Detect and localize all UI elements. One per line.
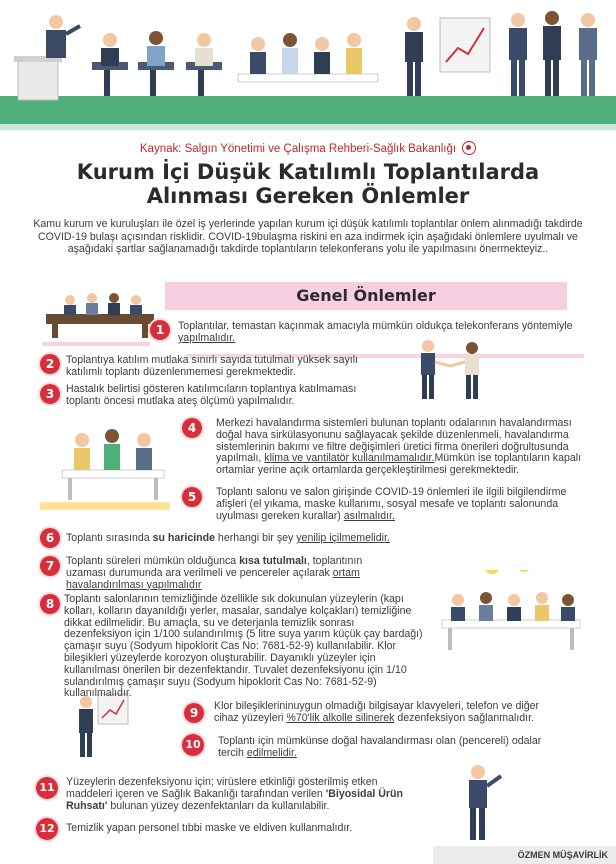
- presenter-board-icon: [70, 690, 130, 760]
- item-number-badge: 10: [182, 734, 204, 756]
- title-line-2: Alınması Gereken Önlemler: [146, 184, 470, 208]
- women-at-table-icon: [58, 426, 168, 502]
- ministry-seal-icon: [462, 141, 476, 155]
- item-number-badge: 9: [184, 703, 204, 723]
- source-line: [0, 141, 616, 155]
- item-number-badge: 11: [36, 777, 58, 799]
- list-item-11: Yüzeylerin dezenfeksiyonu için; virüslere etkinliği gösterilmiş etken maddeleri içeren ve Sağlık Bakanlığı tarafından verilen 'Biyosidal Ürün Ruhsatı' bulunan yüzey dezenfektanları da kullanılabilir.: [66, 776, 403, 812]
- list-item-9: Klor bileşiklerininuygun olmadığı bilgisayar klavyeleri, telefon ve diğer cihaz yüzeyleri %70'lik alkolle silinerek dezenfeksiyon sağlanmalıdır.: [214, 700, 540, 724]
- team-meeting-icon: [436, 570, 586, 652]
- item-number-badge: 8: [40, 594, 60, 614]
- list-item-12: Temizlik yapan personel tıbbi maske ve eldiven kullanmalıdır.: [66, 822, 353, 834]
- list-item-2: Toplantıya katılım mutlaka sınırlı sayıda tutulmalı yüksek sayılı katılımlı toplantı düzenlenmemesi gerekmektedir.: [66, 354, 359, 378]
- list-item-1: Toplantılar, temastan kaçınmak amacıyla mümkün oldukça telekonferans yöntemiyle yapılmalıdır.: [178, 320, 573, 344]
- footer-text: ÖZMEN MÜŞAVİRLİK: [517, 850, 608, 860]
- list-item-3: Hastalık belirtisi gösteren katılımcıların toplantıya katılmaması toplantı öncesi mutlaka ateş ölçümü yapılmalıdır.: [66, 383, 357, 407]
- item-number-badge: 12: [36, 818, 58, 840]
- section-title: Genel Önlemler: [296, 286, 436, 305]
- footer-brand: [433, 846, 616, 864]
- item-number-badge: 4: [182, 418, 202, 438]
- list-item-8: Toplantı salonlarının temizliğinde özellikle sık dokunulan yüzeylerin (kapı kolları, kolların dayanıldığı yerler, masalar, sandalye kolçakları) temizliğine dikkat edilmelidir. Bu amaçla, su ve deterjanla temizlik sonrası dezenfeksiyon için 1/100 sulandırılmış (5 litre suya yarım küçük çay bardağı) çamaşır suyu (Sodyum hipoklorit Cas No: 7681-52-9) kullanılabilir. Klor bileşikleri yüzeylerde korozyon oluşturabilir. Dayanıklı yüzeyler için kullanılması önerilen bir dezenfektandır. Tuvalet dezenfeksiyonu için 1/10 sulandırılmış çamaşır suyu (Sodyum hipoklorit Cas No: 7681-52-9) kullanılmalıdır.: [64, 593, 423, 700]
- title-line-1: Kurum İçi Düşük Katılımlı Toplantılarda: [76, 160, 540, 184]
- list-item-10: Toplantı için mümkünse doğal havalandırması olan (pencereli) odalar tercih edilmelidir.: [218, 735, 542, 759]
- intro-paragraph: Kamu kurum ve kuruluşları ile özel iş yerlerinde yapılan kurum içi düşük katılımlı toplantılar önlem alınmadığı takdirde COVID-19 bulaşı açısından risklidir. COVID-19bulaşma riskini en aza indirmek için aşağıdaki önlemlere uyulmalı ve aşağıdaki şartlar sağlanamadığı takdirde toplantıların telekonferans yolu ile yapılmasını önermekteyiz..: [33, 218, 583, 255]
- handshake-people-icon: [410, 338, 490, 402]
- item-number-badge: 1: [150, 320, 170, 340]
- list-item-4: Merkezi havalandırma sistemleri bulunan toplantı odalarının havalandırması doğal hava sirkülasyonunu sağlayacak şekilde düzenlenmeli, havalandırma sistemlerinin bakımı ve filtre değişimleri üretici firma önerileri doğrultusunda yapılmalı, klima ve vantilatör kullanılmamalıdır.Mümkün ise toplantıların kapalı ortamlar yerine açık ortamlarda gerçekleştirilmesi gerekmektedir.: [216, 417, 582, 477]
- conference-table-icon: [40, 292, 160, 340]
- section-header: [165, 282, 567, 310]
- item-number-badge: 5: [182, 487, 202, 507]
- list-item-6: Toplantı sırasında su haricinde herhangi bir şey yenilip içilmemelidir.: [66, 532, 390, 544]
- header-illustration: [0, 0, 616, 140]
- item-number-badge: 7: [40, 556, 60, 576]
- meeting-people-illustration: [0, 0, 616, 140]
- source-text: Kaynak: Salgın Yönetimi ve Çalışma Rehberi-Sağlık Bakanlığı: [139, 143, 457, 155]
- list-item-7: Toplantı süreleri mümkün olduğunca kısa tutulmalı, toplantının uzaması durumunda ara verilmeli ve pencereler açılarak ortam havalandırılması yapılmalıdır: [66, 555, 363, 591]
- list-item-5: Toplantı salonu ve salon girişinde COVID-19 önlemleri ile ilgili bilgilendirme afişleri (el yıkama, maske kullanımı, sosyal mesafe ve toplantı salonunda uyulması gereken kurallar) asılmalıdır.: [216, 486, 567, 522]
- man-pointing-icon: [456, 762, 506, 842]
- item-number-badge: 6: [40, 528, 60, 548]
- item-number-badge: 3: [40, 384, 60, 404]
- page-title: [30, 160, 586, 208]
- item-number-badge: 2: [40, 354, 60, 374]
